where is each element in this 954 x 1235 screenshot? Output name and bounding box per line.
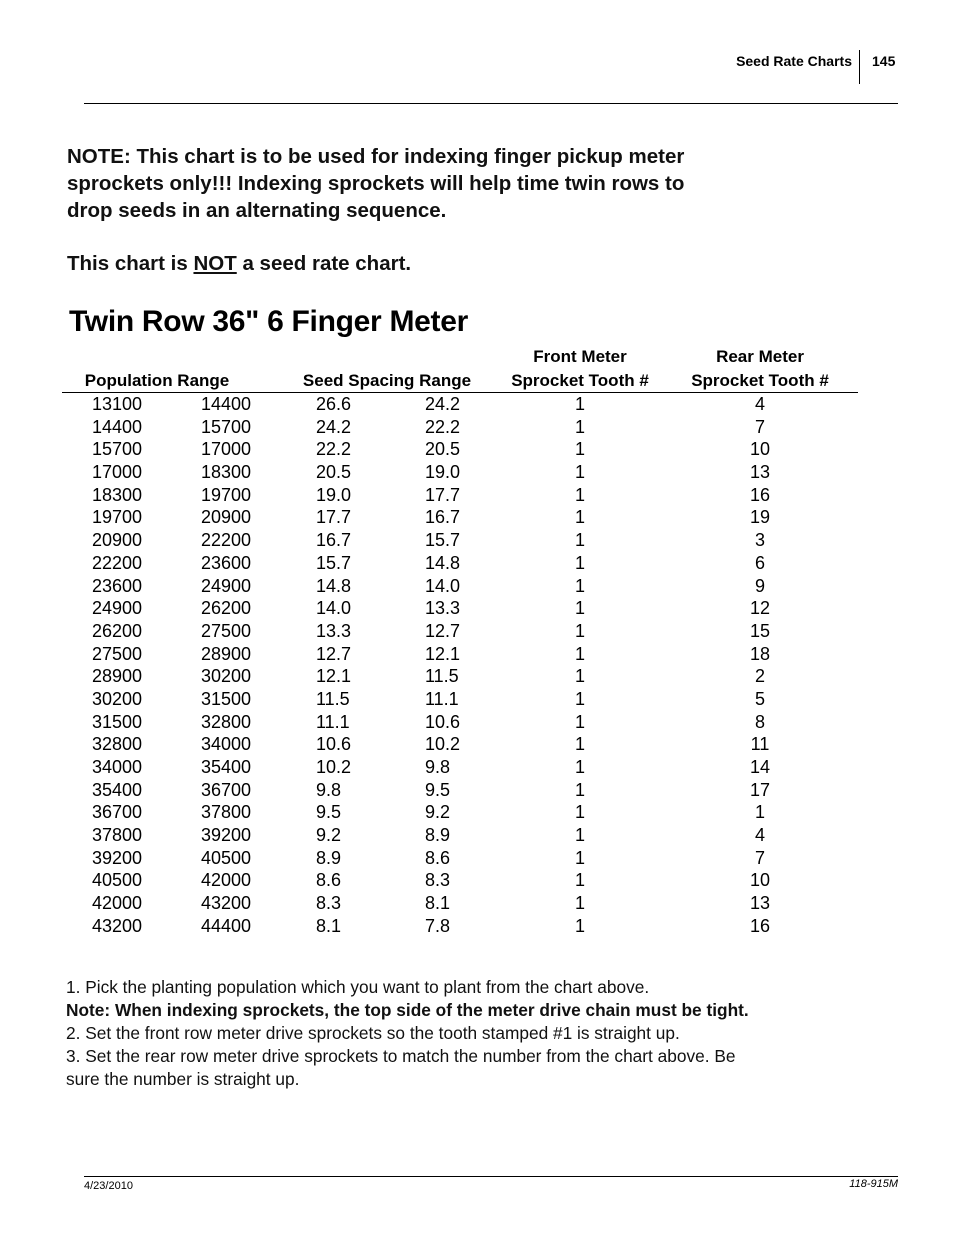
spacing-max-cell: 24.2 <box>316 416 352 437</box>
header-front-sprocket: Sprocket Tooth # <box>511 371 649 390</box>
population-max-cell: 39200 <box>201 825 252 846</box>
rear-sprocket-tooth-cell: 10 <box>749 439 771 460</box>
spacing-min-cell: 24.2 <box>425 394 461 414</box>
spacing-max-cell: 9.8 <box>316 779 342 800</box>
spacing-min-cell: 19.0 <box>425 462 461 483</box>
table-row <box>62 779 858 802</box>
spacing-max-cell: 8.3 <box>316 893 342 914</box>
spacing-min-cell: 10.2 <box>425 734 461 755</box>
spacing-max-cell: 12.7 <box>316 643 352 664</box>
population-max-cell: 37800 <box>201 802 252 823</box>
population-min-cell: 26200 <box>92 620 143 641</box>
rear-sprocket-tooth-cell: 3 <box>754 530 765 551</box>
population-min-cell: 42000 <box>92 893 143 914</box>
table-row <box>62 393 858 416</box>
table-row <box>62 643 858 666</box>
header-rear-meter: Rear Meter <box>716 347 804 366</box>
population-max-cell: 20900 <box>201 507 252 528</box>
table-row <box>62 756 858 779</box>
population-min-cell: 31500 <box>92 711 143 732</box>
spacing-max-cell: 16.7 <box>316 530 352 551</box>
spacing-min-cell: 15.7 <box>425 530 461 551</box>
table-row <box>62 869 858 892</box>
spacing-max-cell: 10.6 <box>316 734 352 755</box>
page-header <box>0 46 954 86</box>
rear-sprocket-tooth-cell: 13 <box>749 462 771 483</box>
population-min-cell: 15700 <box>92 439 143 460</box>
spacing-max-cell: 8.1 <box>316 915 342 936</box>
table-body <box>62 393 858 938</box>
table-row <box>62 597 858 620</box>
note-line: NOTE: This chart is to be used for indexing finger pickup meter <box>67 145 685 168</box>
spacing-max-cell: 20.5 <box>316 462 352 483</box>
population-min-cell: 28900 <box>92 666 143 687</box>
table-row <box>62 733 858 756</box>
population-min-cell: 23600 <box>92 575 143 596</box>
front-sprocket-tooth-cell: 1 <box>574 802 585 823</box>
spacing-max-cell: 11.1 <box>316 711 350 732</box>
spacing-max-cell: 9.2 <box>316 825 342 846</box>
chart-title: Twin Row 36" 6 Finger Meter <box>69 305 468 338</box>
population-min-cell: 35400 <box>92 779 143 800</box>
instructions <box>66 976 846 1091</box>
table-row <box>62 529 858 552</box>
table-row <box>62 484 858 507</box>
population-max-cell: 30200 <box>201 666 252 687</box>
table-row <box>62 915 858 938</box>
population-min-cell: 34000 <box>92 757 143 777</box>
not-rate-chart-note <box>67 252 411 276</box>
rear-sprocket-tooth-cell: 7 <box>754 847 765 868</box>
front-sprocket-tooth-cell: 1 <box>574 779 585 800</box>
section-title: Seed Rate Charts <box>736 53 852 69</box>
front-sprocket-tooth-cell: 1 <box>574 666 585 687</box>
instruction-step-1: 1. Pick the planting population which you want to plant from the chart above. <box>66 977 650 997</box>
table-row <box>62 801 858 824</box>
table-row <box>62 847 858 870</box>
population-min-cell: 24900 <box>92 598 143 619</box>
population-min-cell: 19700 <box>92 507 143 528</box>
note-line: sprockets only!!! Indexing sprockets will help time twin rows to <box>67 172 685 195</box>
rear-sprocket-tooth-cell: 14 <box>749 757 771 777</box>
table-row <box>62 416 858 439</box>
population-max-cell: 32800 <box>201 711 252 732</box>
instruction-step-3: 3. Set the rear row meter drive sprockets to match the number from the chart above. Be <box>66 1046 736 1066</box>
table-row <box>62 438 858 461</box>
spacing-min-cell: 22.2 <box>425 416 461 437</box>
front-sprocket-tooth-cell: 1 <box>574 530 585 551</box>
front-sprocket-tooth-cell: 1 <box>574 552 585 573</box>
front-sprocket-tooth-cell: 1 <box>574 439 585 460</box>
population-min-cell: 30200 <box>92 688 143 709</box>
population-min-cell: 14400 <box>92 416 143 437</box>
population-max-cell: 28900 <box>201 643 252 664</box>
population-max-cell: 17000 <box>201 439 252 460</box>
rear-sprocket-tooth-cell: 12 <box>749 598 771 619</box>
spacing-min-cell: 8.3 <box>425 870 451 891</box>
table-row <box>62 506 858 529</box>
footer-rule <box>84 1176 898 1177</box>
rear-sprocket-tooth-cell: 6 <box>754 552 765 573</box>
spacing-min-cell: 11.1 <box>425 688 459 709</box>
population-min-cell: 32800 <box>92 734 143 755</box>
not-suffix: a seed rate chart. <box>236 252 412 275</box>
population-max-cell: 35400 <box>201 757 252 777</box>
rear-sprocket-tooth-cell: 2 <box>754 666 765 687</box>
population-min-cell: 27500 <box>92 643 143 664</box>
population-min-cell: 37800 <box>92 825 143 846</box>
front-sprocket-tooth-cell: 1 <box>574 643 585 664</box>
spacing-min-cell: 8.9 <box>425 825 451 846</box>
header-seed-spacing-range: Seed Spacing Range <box>302 371 472 390</box>
table-row <box>62 552 858 575</box>
table-row <box>62 824 858 847</box>
population-max-cell: 27500 <box>201 620 252 641</box>
spacing-max-cell: 14.0 <box>316 598 352 619</box>
spacing-max-cell: 11.5 <box>316 688 350 709</box>
population-max-cell: 36700 <box>201 779 252 800</box>
population-max-cell: 31500 <box>201 688 252 709</box>
rear-sprocket-tooth-cell: 4 <box>754 825 765 846</box>
spacing-max-cell: 8.6 <box>316 870 342 891</box>
spacing-min-cell: 7.8 <box>425 915 451 936</box>
population-min-cell: 43200 <box>92 915 143 936</box>
header-rule <box>84 103 898 104</box>
spacing-max-cell: 14.8 <box>316 575 352 596</box>
population-max-cell: 42000 <box>201 870 252 891</box>
rear-sprocket-tooth-cell: 5 <box>754 688 765 709</box>
spacing-min-cell: 17.7 <box>425 484 461 505</box>
population-min-cell: 40500 <box>92 870 143 891</box>
table-row <box>62 665 858 688</box>
rear-sprocket-tooth-cell: 15 <box>749 620 771 641</box>
population-max-cell: 26200 <box>201 598 252 619</box>
spacing-min-cell: 9.8 <box>425 757 451 777</box>
header-separator <box>859 50 860 84</box>
population-max-cell: 43200 <box>201 893 252 914</box>
front-sprocket-tooth-cell: 1 <box>574 870 585 891</box>
spacing-max-cell: 12.1 <box>316 666 352 687</box>
front-sprocket-tooth-cell: 1 <box>574 462 585 483</box>
rear-sprocket-tooth-cell: 7 <box>754 416 765 437</box>
spacing-min-cell: 20.5 <box>425 439 461 460</box>
rear-sprocket-tooth-cell: 11 <box>750 734 770 755</box>
not-prefix: This chart is <box>67 252 194 275</box>
rear-sprocket-tooth-cell: 9 <box>754 575 765 596</box>
population-max-cell: 15700 <box>201 416 252 437</box>
header-rear-sprocket: Sprocket Tooth # <box>691 371 829 390</box>
spacing-max-cell: 26.6 <box>316 394 352 414</box>
population-max-cell: 23600 <box>201 552 252 573</box>
spacing-min-cell: 8.6 <box>425 847 451 868</box>
header-front-meter: Front Meter <box>533 347 627 366</box>
spacing-min-cell: 14.0 <box>425 575 461 596</box>
rear-sprocket-tooth-cell: 17 <box>749 779 771 800</box>
table-row <box>62 575 858 598</box>
rear-sprocket-tooth-cell: 16 <box>749 915 771 936</box>
front-sprocket-tooth-cell: 1 <box>574 507 585 528</box>
population-max-cell: 14400 <box>201 394 252 414</box>
rear-sprocket-tooth-cell: 13 <box>749 893 771 914</box>
front-sprocket-tooth-cell: 1 <box>574 484 585 505</box>
front-sprocket-tooth-cell: 1 <box>574 825 585 846</box>
spacing-min-cell: 9.5 <box>425 779 451 800</box>
spacing-min-cell: 10.6 <box>425 711 461 732</box>
page-number: 145 <box>872 53 896 69</box>
front-sprocket-tooth-cell: 1 <box>574 757 585 777</box>
table-header <box>62 345 858 393</box>
rear-sprocket-tooth-cell: 19 <box>749 507 771 528</box>
table-row <box>62 711 858 734</box>
spacing-min-cell: 14.8 <box>425 552 461 573</box>
spacing-min-cell: 8.1 <box>425 893 451 914</box>
instruction-step-2: 2. Set the front row meter drive sprockets so the tooth stamped #1 is straight up. <box>66 1023 680 1043</box>
population-max-cell: 34000 <box>201 734 252 755</box>
table-row <box>62 620 858 643</box>
population-max-cell: 19700 <box>201 484 252 505</box>
instruction-note: Note: When indexing sprockets, the top side of the meter drive chain must be tight. <box>66 1000 749 1020</box>
not-word: NOT <box>193 252 237 275</box>
spacing-min-cell: 13.3 <box>425 598 461 619</box>
footer-doc-code: 118-915M <box>849 1178 898 1190</box>
front-sprocket-tooth-cell: 1 <box>574 620 585 641</box>
rear-sprocket-tooth-cell: 18 <box>749 643 771 664</box>
population-max-cell: 18300 <box>201 462 252 483</box>
instruction-step-3-cont: sure the number is straight up. <box>66 1069 300 1089</box>
table-row <box>62 892 858 915</box>
front-sprocket-tooth-cell: 1 <box>574 915 585 936</box>
table-row <box>62 461 858 484</box>
front-sprocket-tooth-cell: 1 <box>574 893 585 914</box>
population-min-cell: 39200 <box>92 847 143 868</box>
spacing-max-cell: 10.2 <box>316 757 352 777</box>
spacing-max-cell: 13.3 <box>316 620 352 641</box>
rear-sprocket-tooth-cell: 4 <box>754 394 765 414</box>
spacing-min-cell: 16.7 <box>425 507 461 528</box>
spacing-max-cell: 19.0 <box>316 484 352 505</box>
spacing-min-cell: 11.5 <box>425 666 459 687</box>
spacing-max-cell: 8.9 <box>316 847 342 868</box>
front-sprocket-tooth-cell: 1 <box>574 734 585 755</box>
front-sprocket-tooth-cell: 1 <box>574 416 585 437</box>
spacing-max-cell: 15.7 <box>316 552 352 573</box>
spacing-max-cell: 17.7 <box>316 507 352 528</box>
population-min-cell: 36700 <box>92 802 143 823</box>
population-min-cell: 13100 <box>92 394 143 414</box>
spacing-min-cell: 9.2 <box>425 802 451 823</box>
front-sprocket-tooth-cell: 1 <box>574 711 585 732</box>
rear-sprocket-tooth-cell: 10 <box>749 870 771 891</box>
front-sprocket-tooth-cell: 1 <box>574 598 585 619</box>
footer-date: 4/23/2010 <box>84 1180 133 1192</box>
front-sprocket-tooth-cell: 1 <box>574 688 585 709</box>
population-min-cell: 20900 <box>92 530 143 551</box>
population-max-cell: 24900 <box>201 575 252 596</box>
rear-sprocket-tooth-cell: 8 <box>754 711 765 732</box>
population-min-cell: 17000 <box>92 462 143 483</box>
spacing-max-cell: 9.5 <box>316 802 342 823</box>
note-block <box>67 143 827 224</box>
population-min-cell: 22200 <box>92 552 143 573</box>
spacing-max-cell: 22.2 <box>316 439 352 460</box>
rear-sprocket-tooth-cell: 1 <box>754 802 765 823</box>
note-line: drop seeds in an alternating sequence. <box>67 199 447 222</box>
population-min-cell: 18300 <box>92 484 143 505</box>
spacing-min-cell: 12.1 <box>425 643 461 664</box>
front-sprocket-tooth-cell: 1 <box>574 575 585 596</box>
table-row <box>62 688 858 711</box>
header-population-range: Population Range <box>84 371 230 390</box>
rear-sprocket-tooth-cell: 16 <box>749 484 771 505</box>
front-sprocket-tooth-cell: 1 <box>574 394 585 414</box>
front-sprocket-tooth-cell: 1 <box>574 847 585 868</box>
population-max-cell: 22200 <box>201 530 252 551</box>
spacing-min-cell: 12.7 <box>425 620 461 641</box>
population-max-cell: 40500 <box>201 847 252 868</box>
population-max-cell: 44400 <box>201 915 252 936</box>
